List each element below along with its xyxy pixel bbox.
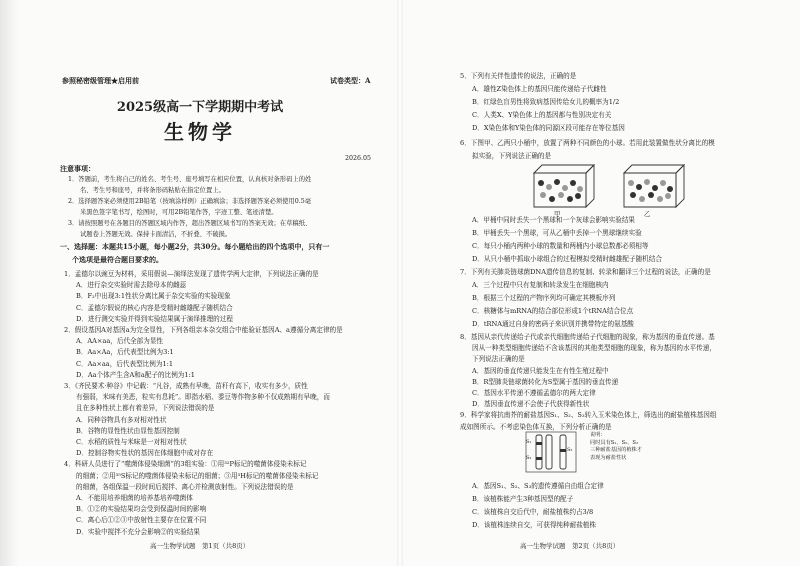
question-line: 成如图所示。不考虑染色体互换，下列分析正确的是 [460,422,612,431]
secret-mark: 参照秘密级管理★启用前 [62,76,139,85]
question-line: B．谷物的显性性状由显性基因控制 [76,426,180,435]
question-line: 因从一种类型细胞传递给不含该基因的其他类型细胞的现象，称为基因的水平传递， [472,344,716,353]
question-line: 2．假设基因A对基因a为完全显性，下列各组亲本杂交组合中能验证基因A、a遵循分离定律的是 [64,326,343,334]
question-line: A．不能用培养细菌的培养基培养噬菌体 [76,494,193,502]
question-line: B．R型肺炎链球菌转化为S型属于基因的垂直传递 [472,377,619,386]
subject-title: 生物学 [164,120,236,144]
question-line: B．①②的实验结果均会受到保温时间的影响 [76,505,207,514]
question-line: 9．科学家将抗南芥的耐盐基因S₁、S₂、S₃转入玉米染色体上，筛选出的耐盐植株基因组 [460,411,717,420]
page-footer-1: 高一生物学试题 第1页（共8页） [150,542,250,550]
question-line: 下列说法正确的是 [472,355,525,364]
page-2 [400,0,800,566]
question-line: B．该植株能产生3种基因型的配子 [472,495,574,503]
question-line: A．基因S₁、S₂、S₃的遗传遵循自由组合定律 [472,482,604,490]
bucket-yi [624,165,684,207]
exam-date: 2026.05 [345,155,372,162]
exam-title: 2025级高一下学期期中考试 [116,100,284,115]
note-line: 同时具有S₁、S₂、S₃ [590,439,639,446]
question-line: 5．下列有关伴性遗传的说法，正确的是 [460,72,577,80]
question-line: 拟实验，下列说法正确的是 [472,152,552,160]
gene-s2-label: S₂ [526,455,532,461]
question-line: 8．基因从亲代传递给子代或亲代细胞传递给子代细胞的现象，称为基因的垂直传递。基 [460,333,715,341]
question-line: 6．下图甲、乙两只小桶中，放置了两种不同颜色的小球。若用此装置做性状分离比的模 [460,139,715,147]
question-line: D．tRNA通过自身的密码子来识别并携带特定的氨基酸 [472,320,634,328]
question-line: C．Aa×aa，后代表型比例为1:1 [76,359,174,368]
question-line: D．X染色体和Y染色体的同源区段可能存在等位基因 [472,124,625,132]
question-line: C．基因水平传递不遵循孟德尔的两大定律 [472,389,596,397]
label-jia: 甲 [554,211,561,218]
question-line: 7．下列有关肺炎链球菌DNA遗传信息的复制、转录和翻译三个过程的说法，正确的是 [460,268,711,276]
question-line: D．实验中搅拌不充分会影响②的实验结果 [76,527,200,536]
question-line: C．人类X、Y染色体上的基因都与性别决定有关 [472,111,612,119]
question-line: 且在多种性状上都有着差异，下列说法错误的是 [76,404,215,413]
question-line: 4．科研人员进行了“噬菌体侵染细菌”的3组实验：①用³²P标记的噬菌体侵染未标记 [64,460,307,469]
notice-line: 名、考生号和座号，并将条形码粘贴在指定位置上。 [80,187,225,194]
question-line: C．该植株自交后代中，耐盐植株约占3/8 [472,508,594,516]
question-line: A．雄性Z染色体上的基因只能传递给子代雌性 [472,85,607,93]
notice-line: 2．选择题答案必须使用2B铅笔（按填涂样例）正确填涂；非选择题答案必须使用0.5毫 [68,198,312,205]
question-line: A．三个过程中只有复制和转录发生在细胞核内 [472,281,609,289]
question-line: A．AA×aa，后代全部为显性 [76,337,164,346]
bucket-jia [534,165,594,207]
question-line: 有强弱，米味有美恶，粒实有息耗”。即指水稻、黍豆等作物多种不仅成熟期有早晚，而 [76,393,330,402]
notice-line: 试题卷上答题无效。保持卡面清洁，不折叠、不破损。 [80,231,232,238]
question-line: A．同种谷物具有多对相对性状 [76,415,167,424]
question-line: B．根据三个过程的产物序列均可确定其模板序列 [472,294,616,302]
question-line: 的细菌，各组保温一段时间后搅拌、离心并检测放射性。下列说法错误的是 [76,482,294,491]
page-footer-2: 高一生物学试题 第2页（共8页） [520,542,620,550]
notice-line: 3．请按照题号在各题目的答题区域内作答，超出答题区域书写的答案无效；在草稿纸、 [68,220,312,227]
notice-line: 1．答题前，考生将自己的姓名、考生号、座号填写在相应位置，认真核对条形码上的姓 [68,176,312,183]
notice-title: 注意事项： [60,164,95,173]
question-line: C．离心后①②③中放射性主要存在位置不同 [76,516,207,525]
gene-s1-label: S₁ [526,439,532,445]
note-line: 三种耐盐基因的植株才 [590,447,642,453]
question-line: C．每只小桶内两种小球的数量和两桶内小球总数都必须相等 [472,242,649,250]
question-line: C．孟德尔假说的核心内容是受精时雌雄配子随机结合 [76,303,233,312]
question-line: B．红绿色盲男性将致病基因传给女儿的概率为1/2 [472,98,620,106]
question-line: D．基因垂直传递不会使子代获得新性状 [472,400,590,409]
section1-heading: 一、选择题：本题共15小题，每小题2分，共30分。每小题给出的四个选项中，只有一 [60,242,330,251]
figure-buckets [528,159,698,219]
question-line: D．进行测交实验并得到实验结果属于演绎推理的过程 [76,314,233,323]
question-line: B．F₂中出现3:1性状分离比属于杂交实验的实验现象 [76,292,231,301]
note-line: 表现为耐盐性状 [590,454,627,461]
gene-s3-label: S₃ [567,447,573,453]
question-line: 1．孟德尔以豌豆为材料，采用假说—演绎法发现了遗传学两大定律，下列说法正确的是 [64,270,319,278]
question-line: C．水稻的质性与米味是一对相对性状 [76,438,187,446]
notice-line: 米黑色签字笔书写，绘图时，可用2B铅笔作答，字迹工整、笔迹清楚。 [80,209,278,216]
figure9-note [590,432,642,462]
paper-type: 试卷类型：A [330,76,371,85]
question-line: A．基因的垂直传递只能发生在有性生殖过程中 [472,366,609,375]
question-line: D．Aa个体产生含A和a配子的比例为1:1 [76,370,196,379]
question-line: D．该植株连续自交，可获得纯种耐盐植株 [472,521,596,529]
label-yi: 乙 [644,211,651,218]
question-line: D．从只小桶中抓取小球组合的过程模拟受精时雌雄配子随机结合 [472,255,662,263]
section1-heading-cont: 个选项是最符合题目要求的。 [72,255,163,264]
question-line: C．核糖体与mRNA的结合部位形成1个tRNA结合位点 [472,307,634,315]
figure-chromosomes [520,430,670,476]
question-line: D．控制谷物实性状的基因在体细胞中成对存在 [76,449,214,458]
note-title: 说明： [590,432,606,438]
question-line: A．进行杂交实验时需去除母本的雌蕊 [76,281,187,290]
question-line: 的细菌；②用³⁵S标记的噬菌体侵染未标记的细菌；③用³H标记的噬菌体侵染未标记 [76,471,319,480]
question-line: B．甲桶丢失一个黑球，可从乙桶中丢掉一个黑球继续实验 [472,229,642,237]
question-line: B．Aa×Aa，后代表型比例为3:1 [76,348,174,357]
question-line: 3．《齐民要术·种谷》中记载：“凡谷，成熟有早晚，苗秆有高下，收实有多少，质性 [64,382,308,390]
question-line: A．甲桶中同时丢失一个黑球和一个灰球会影响实验结果 [472,216,636,224]
